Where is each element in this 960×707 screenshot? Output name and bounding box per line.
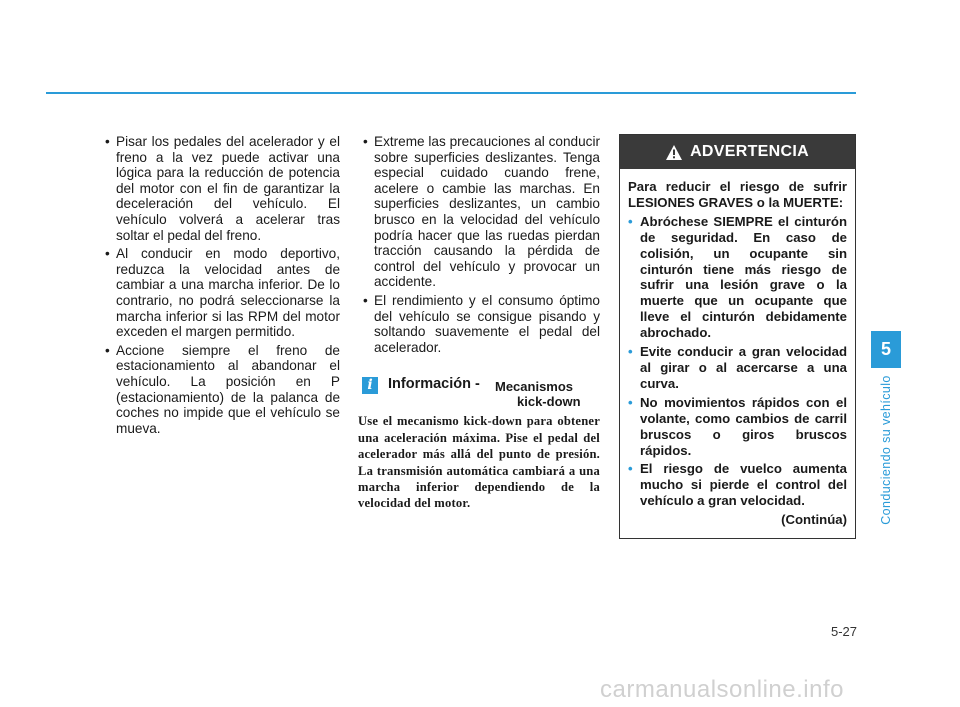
bullet-item: • Al conducir en modo deportivo, reduzca la velocidad antes de cambiar a una marcha inferior. De lo contrario, no podrá seleccionarse la marcha inferior si las RPM del motor exceden el margen permitido. (100, 246, 340, 340)
info-subtitle-line1: Mecanismos (495, 379, 574, 395)
bullet-item: • Pisar los pedales del acelerador y el freno a la vez puede activar una lógica para la reducción de potencia del motor con el fin de garantizar la deceleración del vehículo. El vehículo volverá a acelerar tras soltar el pedal del freno. (100, 134, 340, 243)
info-heading (358, 371, 600, 410)
warning-box (619, 134, 856, 539)
header-rule (46, 92, 856, 94)
middle-column (358, 134, 600, 512)
chapter-title: Conduciendo su vehículo (879, 375, 893, 525)
page-number: 5-27 (830, 624, 857, 639)
info-subtitle-line2: kick-down (517, 394, 581, 410)
info-title: Información - (388, 376, 480, 393)
info-body: Use el mecanismo kick-down para obtener una aceleración máxima. Pise el pedal del acelerador más allá del punto de presión. La transmisión automática cambiará a una marcha inferior dependiendo de la velocidad del motor. (358, 414, 600, 511)
warning-continues: (Continúa) (781, 512, 847, 528)
left-column (100, 134, 340, 439)
warning-header (620, 135, 855, 169)
info-icon: i (362, 377, 378, 394)
warning-item: • Abróchese SIEMPRE el cinturón de seguridad. En caso de colisión, un ocupante sin cinturón tiene más riesgo de sufrir una lesión grave o la muerte que un ocupante que lleve el cinturón debidamente abrochado. (628, 214, 847, 341)
bullet-item: • Extreme las precauciones al conducir sobre superficies deslizantes. Tenga especial cuidado cuando frene, acelere o cambie las marchas. En superficies deslizantes, un cambio brusco en la velocidad del vehículo podría hacer que las ruedas pierdan tracción causando la pérdida de control del vehículo y provocar un accidente. (358, 134, 600, 290)
warning-item: • El riesgo de vuelco aumenta mucho si pierde el control del vehículo a gran velocidad. (628, 461, 847, 509)
warning-triangle-icon (666, 145, 682, 160)
bullet-item: • El rendimiento y el consumo óptimo del vehículo se consigue pisando y soltando suavemente el pedal del acelerador. (358, 293, 600, 355)
info-subtitle (495, 379, 605, 409)
chapter-tab: 5 (871, 331, 901, 368)
warning-item: • No movimientos rápidos con el volante, como cambios de carril bruscos o giros bruscos rápidos. (628, 395, 847, 459)
bullet-item: • Accione siempre el freno de estacionamiento al abandonar el vehículo. La posición en P (estacionamiento) de la palanca de coches no impide que el vehículo se mueva. (100, 343, 340, 437)
warning-intro: Para reducir el riesgo de sufrir LESIONES GRAVES o la MUERTE: (628, 179, 847, 210)
warning-body (620, 169, 855, 536)
warning-item: • Evite conducir a gran velocidad al girar o al acercarse a una curva. (628, 344, 847, 392)
warning-title: ADVERTENCIA (690, 143, 809, 160)
watermark: carmanualsonline.info (600, 676, 844, 703)
